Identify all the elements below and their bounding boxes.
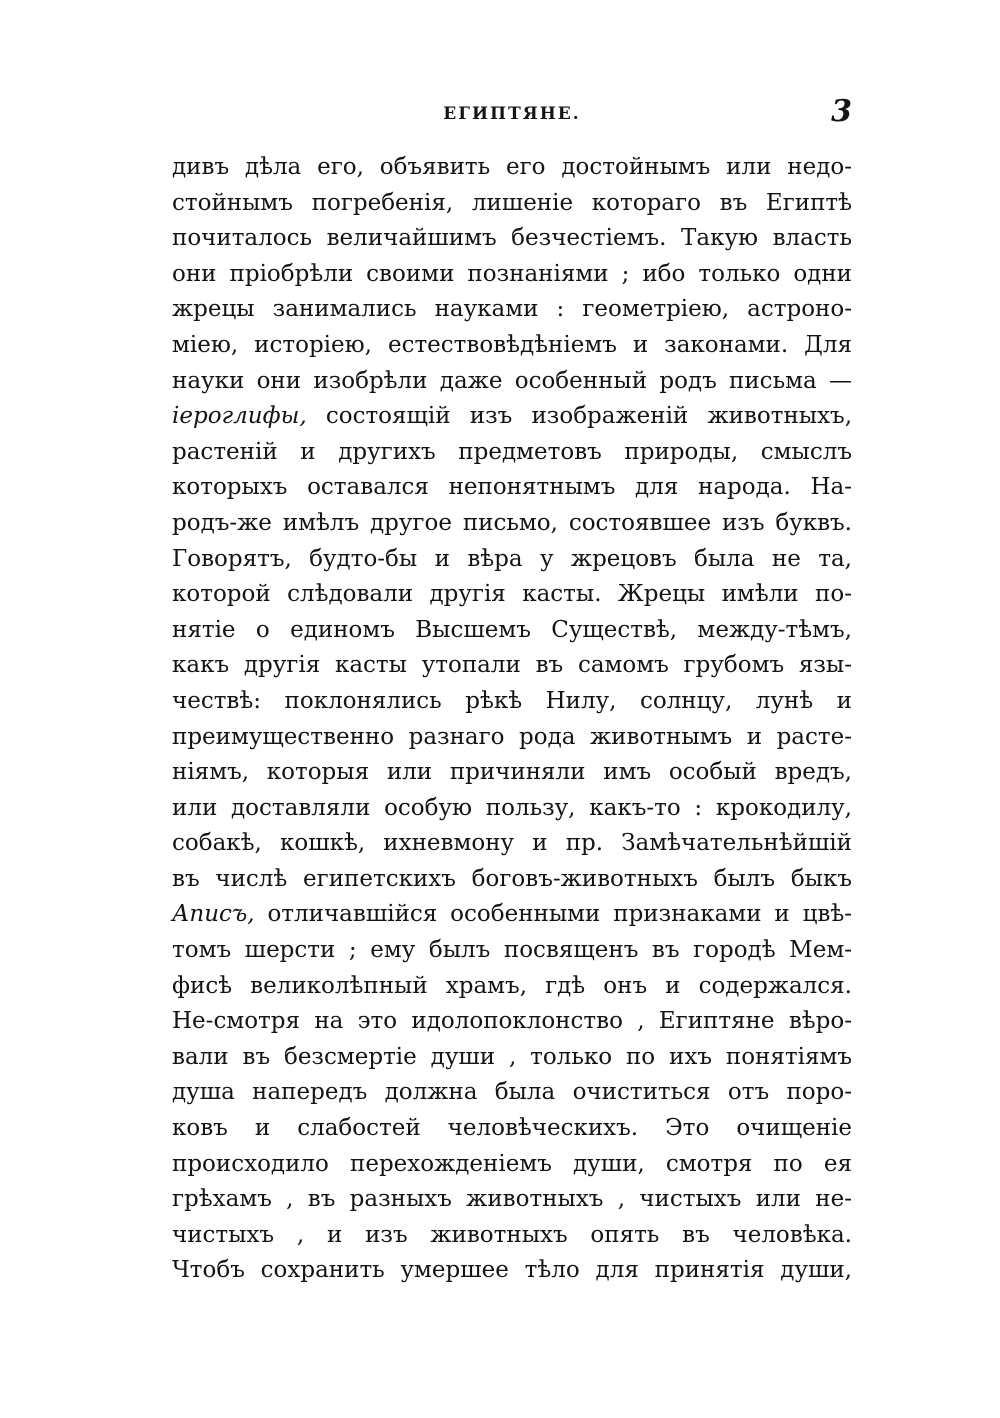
page-number: 3	[831, 94, 852, 129]
italic-word: Аписъ,	[172, 901, 255, 928]
text-line: преимущественно разнаго рода животнымъ и расте-	[172, 723, 852, 750]
text-line: душа напередъ должна была очиститься отъ поро-	[172, 1079, 852, 1106]
text-line: почиталось величайшимъ безчестіемъ. Такую власть	[172, 225, 852, 252]
text-line: Аписъ, отличавшійся особенными признаками и цвѣ-	[172, 901, 852, 928]
text-line: въ числѣ египетскихъ боговъ-животныхъ былъ быкъ	[172, 865, 852, 892]
italic-word: іероглифы,	[172, 403, 307, 430]
text-line: томъ шерсти ; ему былъ посвященъ въ городѣ Мем-	[172, 937, 852, 964]
text-line: которой слѣдовали другія касты. Жрецы имѣли по-	[172, 581, 852, 608]
text-line: чествѣ: поклонялись рѣкѣ Нилу, солнцу, лунѣ и	[172, 687, 852, 714]
text-line: нятіе о единомъ Высшемъ Существѣ, между-тѣмъ,	[172, 616, 852, 643]
body-text	[172, 150, 852, 1289]
text-line: происходило перехожденіемъ души, смотря по ея	[172, 1150, 852, 1177]
text-line: они пріобрѣли своими познаніями ; ибо только одни	[172, 260, 852, 287]
text-line: жрецы занимались науками : геометріею, астроно-	[172, 296, 852, 323]
text-line: вали въ безсмертіе души , только по ихъ понятіямъ	[172, 1043, 852, 1070]
text-line: какъ другія касты утопали въ самомъ грубомъ язы-	[172, 652, 852, 679]
text-line: фисѣ великолѣпный храмъ, гдѣ онъ и содержался.	[172, 972, 852, 999]
text-line: родъ-же имѣлъ другое письмо, состоявшее изъ буквъ.	[172, 509, 852, 536]
text-line: Чтобъ сохранить умершее тѣло для принятія души,	[172, 1257, 852, 1284]
text-line: Не-смотря на это идолопоклонство , Египтяне вѣро-	[172, 1008, 852, 1035]
text-line: іероглифы, состоящій изъ изображеній животныхъ,	[172, 403, 852, 430]
text-line: науки они изобрѣли даже особенный родъ письма —	[172, 367, 852, 394]
text-line: ковъ и слабостей человѣческихъ. Это очищеніе	[172, 1115, 852, 1142]
text-line: растеній и другихъ предметовъ природы, смыслъ	[172, 438, 852, 465]
text-line: грѣхамъ , въ разныхъ животныхъ , чистыхъ или не-	[172, 1186, 852, 1213]
text-line: дивъ дѣла его, объявить его достойнымъ или недо-	[172, 154, 852, 180]
text-line: стойнымъ погребенія, лишеніе котораго въ Египтѣ	[172, 189, 852, 216]
text-line: міею, исторіею, естествовѣдѣніемъ и законами. Для	[172, 331, 852, 358]
text-line: собакѣ, кошкѣ, ихневмону и пр. Замѣчательнѣйшій	[172, 830, 852, 857]
text-line: Говорятъ, будто-бы и вѣра у жрецовъ была не та,	[172, 545, 852, 572]
text-line: ніямъ, которыя или причиняли имъ особый вредъ,	[172, 759, 852, 786]
text-line: которыхъ оставался непонятнымъ для народа. На-	[172, 474, 852, 501]
text-line: чистыхъ , и изъ животныхъ опять въ человѣка.	[172, 1221, 852, 1248]
text-line: или доставляли особую пользу, какъ-то : крокодилу,	[172, 794, 852, 821]
running-head: ЕГИПТЯНЕ.	[443, 104, 581, 124]
page-header	[172, 94, 852, 134]
